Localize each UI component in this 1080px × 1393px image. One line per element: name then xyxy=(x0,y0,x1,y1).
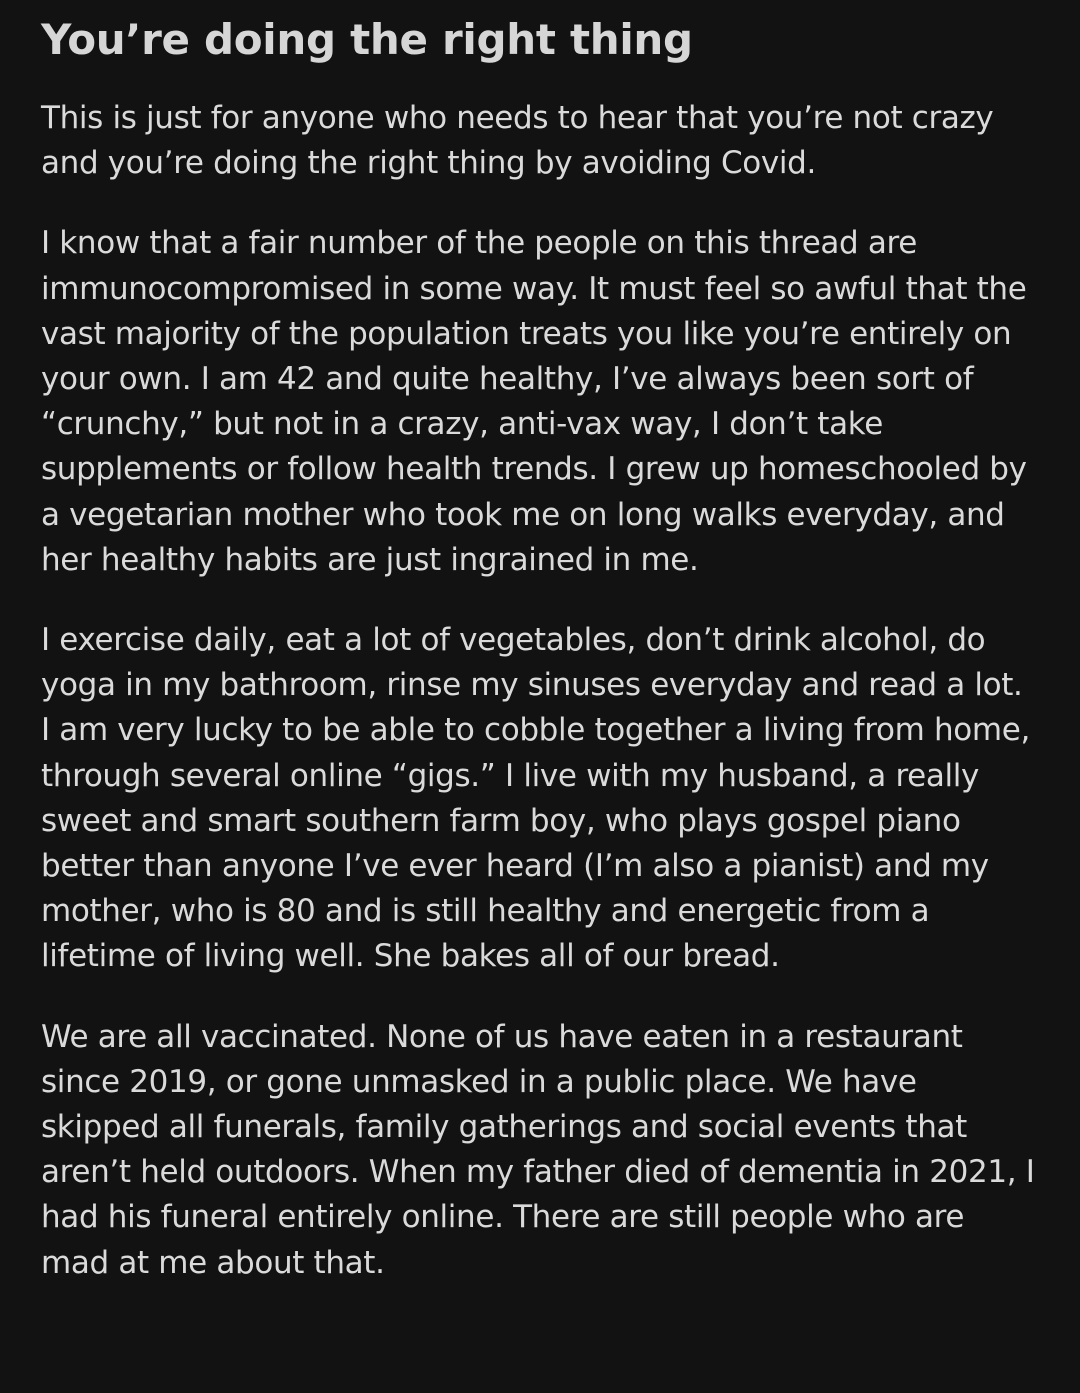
post-paragraph: I exercise daily, eat a lot of vegetables, don’t drink alcohol, do yoga in my bathroom, rinse my sinuses everyday and read a lot. I am very lucky to be able to cobble together a living from home, through several online “gigs.” I live with my husband, a really sweet and smart southern farm boy, who plays gospel piano better than anyone I’ve ever heard (I’m also a pianist) and my mother, who is 80 and is still healthy and energetic from a lifetime of living well. She bakes all of our bread. xyxy=(41,622,1030,975)
post-paragraph: This is just for anyone who needs to hear that you’re not crazy and you’re doing the right thing by avoiding Covid. xyxy=(41,100,994,182)
post-body xyxy=(41,96,1040,1286)
post-paragraph: I know that a fair number of the people on this thread are immunocompromised in some way. It must feel so awful that the vast majority of the population treats you like you’re entirely on your own. I am 42 and quite healthy, I’ve always been sort of “crunchy,” but not in a crazy, anti-vax way, I don’t take supplements or follow health trends. I grew up homeschooled by a vegetarian mother who took me on long walks everyday, and her healthy habits are just ingrained in me. xyxy=(41,225,1027,578)
post-paragraph: We are all vaccinated. None of us have eaten in a restaurant since 2019, or gone unmasked in a public place. We have skipped all funerals, family gatherings and social events that aren’t held outdoors. When my father died of dementia in 2021, I had his funeral entirely online. There are still people who are mad at me about that. xyxy=(41,1018,1035,1281)
post-title: You’re doing the right thing xyxy=(41,15,693,64)
